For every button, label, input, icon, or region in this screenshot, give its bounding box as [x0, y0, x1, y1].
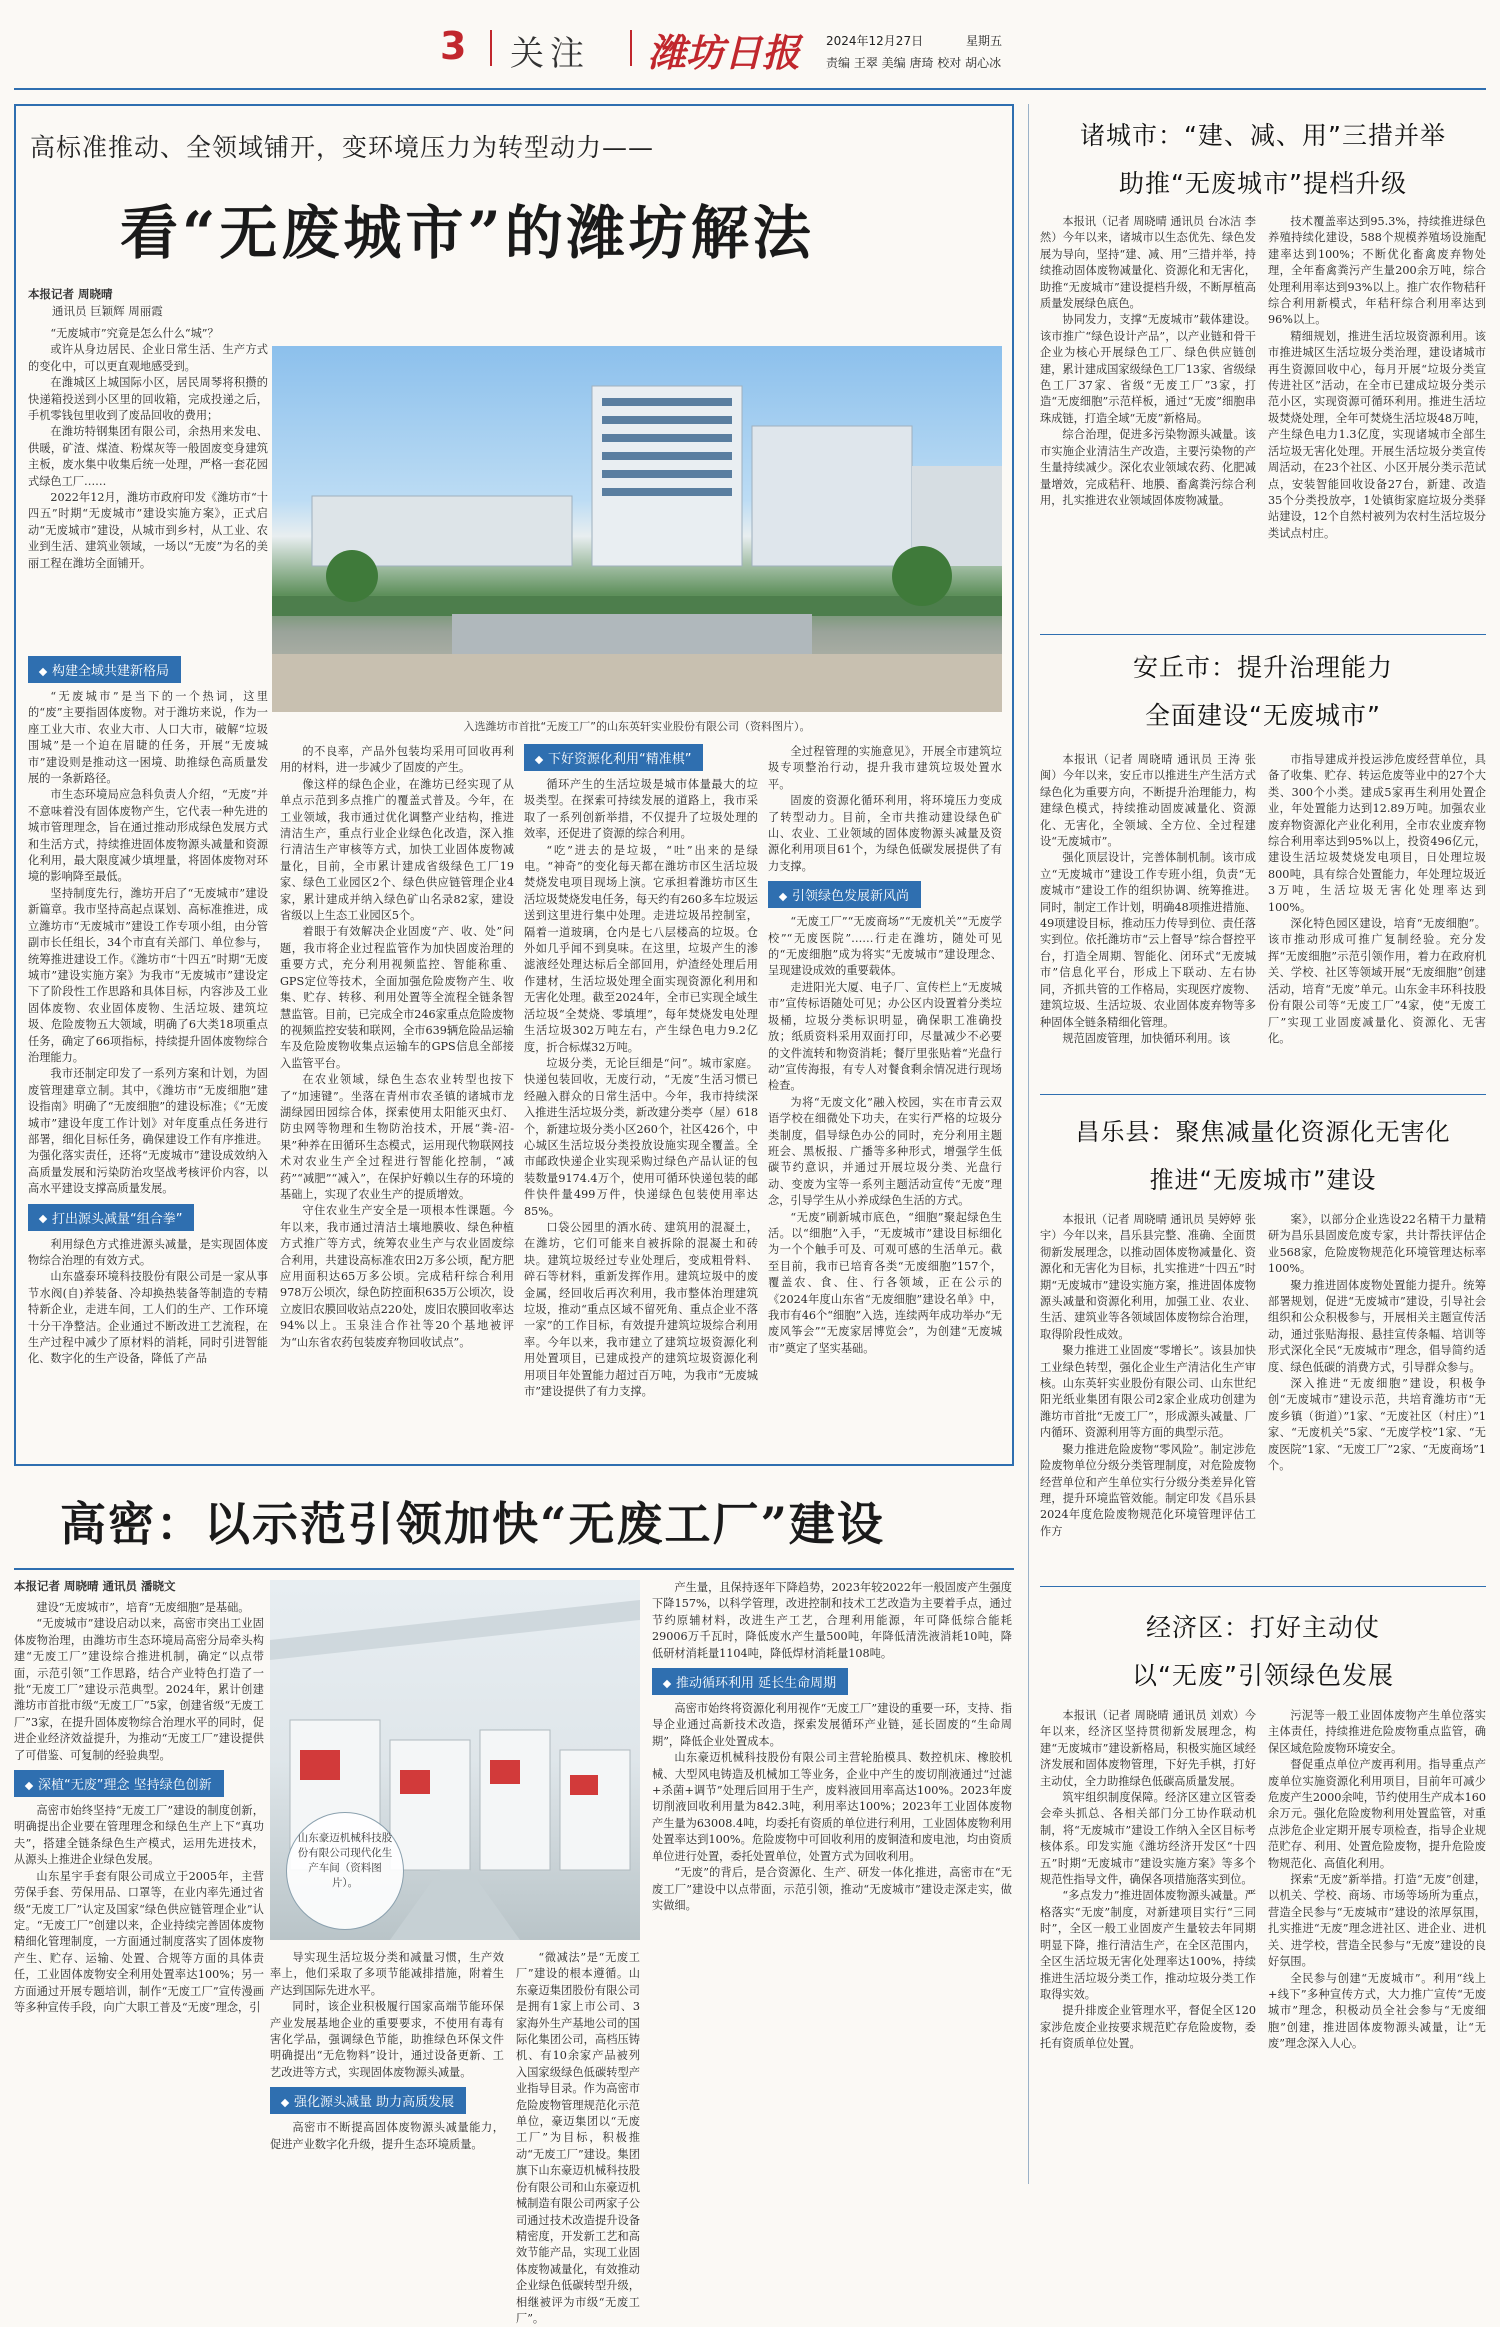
subhead-resource-use: 下好资源化利用“精准棋”: [524, 744, 703, 771]
byline-reporter: 本报记者 周晓晴: [28, 287, 113, 301]
intro-paragraph: 在潍坊特钢集团有限公司，余热用来发电、供暖，矿渣、煤渣、粉煤灰等一般固废变身建筑主板，废水集中收集后统一处理，严格一套花园式绿色工厂……: [28, 425, 268, 488]
col2-paragraph: 像这样的绿色企业，在潍坊已经实现了从单点示范到多点推广的覆盖式普及。今年，在工业领域，我市通过优化调整产业结构，推进清洁生产，重点行业企业绿色化改造，深入推行清洁生产审核等方式，加快工业固体废物减量化，目前，全市累计建成省级绿色工厂19家、绿色工业园区2个、绿色供应链管理企业4家，累计建成并纳入绿色矿山名录82家，建设省级以上生态工业园区5个。: [280, 777, 514, 923]
gaomi-paragraph: 山东星宇手套有限公司成立于2005年，主营劳保手套、劳保用品、口罩等，在业内率先通过省级“无废工厂”认定及国家“绿色供应链管理企业”认定。“无废工厂”创建以来，企业持续完善固体废物精细化管理制度，一方面通过制度落实了固体废物产生、贮存、运输、处置、合规等方面的具体责任，工业固体废物安全利用处置率达100%；另一方面通过开展专题培训，制作“无废工厂”宣传漫画等多种宣传手段，向广大职工普及“无废”理念，引: [14, 1869, 264, 2014]
col3-paragraph: “吃”进去的是垃圾，“吐”出来的是绿电。“神奇”的变化每天都在潍坊市区生活垃圾焚烧发电项目现场上演。它承担着潍坊市区生活垃圾焚烧发电任务，每天约有260多车垃圾运送到这里进行集中处理。走进垃圾吊控制室，隔着一道玻璃，仓内是七八层楼高的垃圾。仓外如几乎闻不到臭味。在这里，垃圾产生的渗滤液经处理达标后全部回用，炉渣经处理后用作建材，生活垃圾处理全面实现资源化利用和无害化处理。截至2024年，全市已实现全域生活垃圾“全焚烧、零填埋”，每年焚烧发电处理生活垃圾302万吨左右，产生绿色电力9.2亿度，折合标煤32万吨。: [524, 843, 758, 1054]
col2-paragraph: 着眼于有效解决企业固废“产、收、处”问题，我市将企业过程监管作为加快固废治理的重要方式，充分利用视频监控、智能称重、GPS定位等技术，全面加强危险废物产生、收集、贮存、转移、利用处置等全流程全链条智慧监管。目前，已完成全市246家重点危险废物的视频监控安装和联网，全市639辆危险品运输车及危险废物收集点运输车的GPS信息全部接入监管平台。: [280, 925, 514, 1070]
gaomi-photo-caption-box: [286, 1812, 404, 1930]
anqiu-title-2: 全面建设“无废城市”: [1145, 701, 1381, 730]
anqiu-col1: [1040, 752, 1256, 1102]
section1-paragraph: “无废城市”是当下的一个热词，这里的“废”主要指固体废物。对于潍坊来说，作为一座工业大市、农业大市、人口大市，破解“垃圾围城”是一个迫在眉睫的任务，开展“无废城市”建设则是推动这一困境、助推绿色高质量发展的一条新路径。: [28, 690, 268, 786]
main-col4: [768, 744, 1002, 1450]
gaomi-paragraph: 同时，该企业积极履行国家高端节能环保产业发展基地企业的重要要求，不使用有毒有害化学品，强调绿色节能，助推绿色环保文件明确提出“无危物料”设计，通过设备更新、工艺改进等方式，实现固体废物源头减量。: [270, 2000, 504, 2079]
anqiu-title-1: 安丘市：提升治理能力: [1132, 653, 1393, 682]
zhucheng-title-2: 助推“无废城市”提档升级: [1119, 169, 1407, 198]
gaomi-paragraph: 导实现生活垃圾分类和减量习惯，生产效率上，他们采取了多项节能减排措施，附着生产达到国际先进水平。: [270, 1951, 504, 1997]
gaomi-byline: 本报记者 周晓晴 通讯员 潘晓文: [14, 1579, 176, 1593]
gaomi-col3: [516, 1950, 640, 2325]
jingji-paragraph: “多点发力”推进固体废物源头减量。严格落实“无废”制度，对新建项目实行“三同时”，全区一般工业固废产生量较去年同期明显下降，推行清洁生产，在全区范围内，全区生活垃圾无害化处理率达100%，持续推进生活垃圾分类工作，推动垃圾分类工作取得实效。: [1040, 1889, 1256, 2001]
col4-paragraph: 为将“无废文化”融入校园，实在市青云双语学校在细微处下功夫，在实行严格的垃圾分类制度，倡导绿色办公的同时，充分利用主题班会、黑板报、广播等多种形式，增强学生低碳节约意识，并通过开展垃圾分类、光盘行动、变废为宝等一系列主题活动宣传“无废”理念，引导学生从小养成绿色生活的方式。: [768, 1095, 1002, 1208]
gaomi-paragraph: 产生量，且保持逐年下降趋势，2023年较2022年一般固废产生强度下降157%，以科学管理，改进控制和技术工艺改造为主要着手点，通过节约原辅材料，改进生产工艺，合理利用能源，年可降低综合能耗29006万千瓦时，降低废水产生量500吨，年降低清洗液消耗10吨，降低研材消耗量1104吨，降低焊材消耗量108吨。: [652, 1581, 1012, 1660]
jingji-title-1: 经济区：打好主动仗: [1145, 1613, 1380, 1642]
header-divider-2: [630, 30, 632, 66]
changle-paragraph: 聚力推进固体废物处置能力提升。统筹部署规划，促进“无废城市”建设，引导社会组织和公众积极参与，开展相关主题宣传活动，通过张贴海报、悬挂宣传条幅、培训等形式深化全民“无废城市”理念，倡导简约适度、绿色低碳的消费方式，引导群众参与。: [1268, 1278, 1486, 1374]
factory-illustration: [272, 346, 1002, 712]
gaomi-col2b-body: [270, 2120, 504, 2153]
anqiu-paragraph: 市指导建成并投运涉危废经营单位，具备了收集、贮存、转运危废等业中的27个大类、300个小类。建成5家再生利用处置企业，年处置能力达到12.89万吨。加强农业废弃物资源化产业化利用，全市农业废弃物综合利用率达到95%以上，投资496亿元，建设生活垃圾焚烧发电项目，日处理垃圾800吨，具有综合处置能力，年处理垃圾近3万吨，生活垃圾无害化处理率达到100%。: [1268, 753, 1486, 914]
changle-paragraph: 深入推进“无废细胞”建设，积极争创“无废城市”建设示范，共培育潍坊市“无废乡镇（街道）”1家、“无废社区（村庄）”1家、“无废机关”5家、“无废学校”1家、“无废医院”1家、“无废工厂”2家、“无废商场”1个。: [1268, 1377, 1486, 1473]
anqiu-paragraph: 强化顶层设计，完善体制机制。该市成立“无废城市”建设工作专班小组，负责“无废城市”建设工作的组织协调、统筹推进。同时，制定工作计划，明确48项推进措施、49项建设目标，推动压力传导到位、责任落实到位。依托潍坊市“云上督导”综合督控平台，打造全周期、智能化、闭环式“无废城市”信息化平台，形成上下联动、左右协同，齐抓共管的工作格局，实现医疗废物、建筑垃圾、生活垃圾、农业固体废弃物等多种固体全链条精细化管理。: [1040, 851, 1256, 1029]
jingji-paragraph: 探索“无废”新举措。打造“无废”创建，以机关、学校、商场、市场等场所为重点，营造全民参与“无废城市”建设的浓厚氛围，扎实推进“无废”理念进社区、进企业、进机关、进学校，营造全民参与“无废”建设的良好氛围。: [1268, 1873, 1486, 1969]
section2-paragraph: 山东盛泰环境科技股份有限公司是一家从事节水阀(自)养装备、冷却换热装备等制造的专精特新企业，走进车间，工人们的生产、工作环境十分干净整洁。企业通过不断改进工艺流程，在生产过程中减少了原材料的消耗，同时引进智能化、数字化的生产设备，降低了产品: [28, 1270, 268, 1366]
jingji-paragraph: 筑牢组织制度保障。经济区建立区管委会牵头抓总、各相关部门分工协作联动机制，将“无废城市”建设工作纳入全区目标考核体系。印发实施《潍坊经济开发区“十四五”时期“无废城市”建设实施方案》等多个规范性指导文件，确保各项措施落实到位。: [1040, 1791, 1256, 1887]
gaomi-col4: [652, 1580, 1012, 2184]
main-col2: [280, 744, 514, 1450]
zhucheng-col2: [1268, 214, 1486, 644]
header-divider: [490, 30, 492, 66]
intro-paragraph: “无废城市”究竟是怎么什么“城”？: [50, 327, 219, 340]
section-name: 关注: [510, 34, 590, 74]
changle-paragraph: 案》，以部分企业选设22名精干力量精研为昌乐县固废危废专家，共计帮扶评估企业568家，危险废物规范化环境管理达标率100%。: [1268, 1213, 1486, 1276]
gaomi-col4b-body: [652, 1701, 1012, 1914]
changle-title-2: 推进“无废城市”建设: [1149, 1166, 1377, 1194]
gaomi-paragraph: 高密市不断提高固体废物源头减量能力，促进产业数字化升级，提升生态环境质量。: [270, 2121, 504, 2151]
section1-body: [28, 689, 268, 1198]
right-rule-3: [1040, 1586, 1486, 1587]
zhucheng-paragraph: 技术覆盖率达到95.3%，持续推进绿色养殖持续化建设，588个规模养殖场设施配建率达到100%；不断优化畜禽废弃物处理，全年畜禽粪污产生量200余万吨，综合处理利用率达到93%以上。推广农作物秸秆综合利用新模式，年秸秆综合利用率达到96%以上。: [1268, 215, 1486, 327]
main-col3: [524, 744, 758, 1450]
gaomi-paragraph: 建设“无废城市”，培育“无废细胞”是基础。: [36, 1601, 250, 1614]
col4-paragraph: “无废”刷新城市底色，“细胞”聚起绿色生活。以“细胞”入手，“无废城市”建设目标细化为一个个触手可及、可观可感的生活单元。截至目前，我市已培育各类“无废细胞”157个，覆盖农、食、住、行各领域，正在公示的《2024年度山东省“无废细胞”建设名单》中，我市有46个“细胞”入选，连续两年成功举办“无废风筝会”“无废家居博览会”，为创建“无废城市”奠定了坚实基础。: [768, 1210, 1002, 1355]
zhucheng-title-1: 诸城市：“建、减、用”三措并举: [1080, 121, 1446, 150]
subhead-source-reduction: 打出源头减量“组合拳”: [28, 1204, 194, 1231]
jingji-col1: [1040, 1708, 1256, 2184]
col4-body: [768, 914, 1002, 1357]
anqiu-col2: [1268, 752, 1486, 1102]
section1-paragraph: 市生态环境局应急科负责人介绍，“无废”并不意味着没有固体废物产生，它代表一种先进的城市管理理念，旨在通过推动形成绿色发展方式和生活方式，持续推进固体废物源头减量和资源化利用，最大限度减少填埋量，将固体废物对环境的影响降至最低。: [28, 788, 268, 884]
subhead-green-trend: 引领绿色发展新风尚: [768, 881, 921, 908]
col4-paragraph: “无废工厂”“无废商场”“无废机关”“无废学校”“无废医院”……行走在潍坊，随处可见的“无废细胞”成为将实“无废城市”建设理念、呈现建设成效的重要载体。: [768, 915, 1002, 978]
section1-paragraph: 我市还制定印发了一系列方案和计划，为固废管理建章立制。其中，《潍坊市“无废细胞”建设指南》明确了“无废细胞”的建设标准；《“无废城市”建设年度工作计划》对年度重点任务进行部署，细化目标任务，确保建设工作有序推进。为强化落实责任，还将“无废城市”建设成效纳入高质量发展和污染防治攻坚战考核评价内容，以高水平建设支撑高质量发展。: [28, 1067, 268, 1196]
gaomi-paragraph: “无废”的背后，是合资源化、生产、研发一体化推进，高密市在“无废工厂”建设中以点带面，示范引领，推动“无废城市”建设走深走实，做实做细。: [652, 1866, 1012, 1912]
gaomi-subhead-recycle: 推动循环利用 延长生命周期: [652, 1668, 848, 1695]
changle-col1: [1040, 1212, 1256, 1578]
intro-paragraph: 或许从身边居民、企业日常生活、生产方式的变化中，可以更直观地感受到。: [28, 343, 268, 373]
jingji-paragraph: 本报讯（记者 周晓晴 通讯员 刘欢）今年以来，经济区坚持贯彻新发展理念，构建“无废城市”建设新格局，积极实施区域经济发展和固体废物管理，下好先手棋，打好主动仗，全力助推绿色低碳高质量发展。: [1040, 1709, 1256, 1788]
jingji-title-2: 以“无废”引领绿色发展: [1132, 1661, 1394, 1690]
gaomi-paragraph: 高密市始终将资源化利用视作“无废工厂”建设的重要一环，支持、指导企业通过高新技术改造，探索发展循环产业链，延长固废的“生命周期”，降低企业处置成本。: [652, 1702, 1012, 1748]
main-headline: 看“无废城市”的潍坊解法: [120, 199, 815, 267]
gaomi-col2-body: [270, 1950, 504, 2081]
gaomi-col1: [14, 1600, 264, 2184]
gaomi-rule: [14, 1568, 1014, 1570]
zhucheng-paragraph: 精细规划，推进生活垃圾资源利用。该市推进城区生活垃圾分类治理，建设诸城市再生资源回收中心，每月开展“垃圾分类宣传进社区”活动，在全市已建成垃圾分类示范小区，实现资源可循环利用。推进生活垃圾焚烧处理，全年可焚烧生活垃圾48万吨，产生绿色电力1.3亿度，实现诸城市全部生活垃圾无害化处理。开展生活垃圾分类宣传周活动，在23个社区、小区开展分类示范试点，安装智能回收设备27台，新建、改造35个分类投放亭，1处镇街家庭垃圾分类驿站建设，12个自然村被列为农村生活垃圾分类试点村庄。: [1268, 329, 1486, 540]
anqiu-paragraph: 本报讯（记者 周晓晴 通讯员 王涛 张闽）今年以来，安丘市以推进生产生活方式绿色化为重要方向，不断提升治理能力，构建绿色模式，持续推动固废减量化、资源化、无害化，全领域、全方位、全过程建设“无废城市”。: [1040, 753, 1256, 849]
zhucheng-paragraph: 协同发力，支撑“无废城市”载体建设。该市推广“绿色设计产品”，以产业链和骨干企业为核心开展绿色工厂、绿色供应链创建，累计建成国家级绿色工厂13家、省级绿色工厂37家、省级“无废工厂”3家，打造“无废细胞”示范样板，通过“无废”细胞串珠成链，打造全域“无废”新格局。: [1040, 313, 1256, 425]
zhucheng-paragraph: 本报讯（记者 周晓晴 通讯员 台冰洁 李然）今年以来，诸城市以生态优先、绿色发展为导向，坚持“建、减、用”三措并举，持续推动固体废物减量化、资源化和无害化，助推“无废城市”建设提档升级，不断厚植高质量发展绿色底色。: [1040, 215, 1256, 311]
gaomi-headline: 高密：以示范引领加快“无废工厂”建设: [60, 1497, 885, 1551]
main-intro: [28, 326, 268, 648]
gaomi-paragraph: 山东豪迈机械科技股份有限公司主营轮胎模具、数控机床、橡胶机械、大型风电铸造及机械加工等业务，企业中产生的废切削液通过“过滤+杀菌+调节”处理后回用于生产，废料液回用率高达100%。2023年废切削液回收利用量为842.3吨，利用率达100%；2023年工业固体废物产生量为63008.4吨，均委托有资质的单位进行利用，工业固体废物利用处置率达到100%。危险废物中可回收利用的废铜渣和废电池，均由资质单位进行处置，委托处置单位，处置方式为回收利用。: [652, 1751, 1012, 1863]
col2-paragraph: 守住农业生产安全是一项根本性课题。今年以来，我市通过清洁土壤地膜收、绿色种植方式推广等方式，统筹农业生产与农业固废综合利用，共建设高标准农田2万多公顷，配方肥应用面积达65万多公顷。完成秸秆综合利用978万公顷次，绿色防控面积635万公顷次，设立废旧农膜回收站点220处，废旧农膜回收率达94%以上。玉泉洼合作社等20个基地被评为“山东省农药包装废弃物回收试点”。: [280, 1204, 514, 1349]
col3-paragraph: 垃圾分类，无论巨细是“问”。城市家庭。快递包装回收，无废行动，“无废”生活习惯已经融入群众的日常生活中。今年，我市持续深入推进生活垃圾分类，新改建分类亭（屋）618个，新建垃圾分类小区260个，社区426个，中心城区生活垃圾分类投放设施实现全覆盖。全市邮政快递企业实现采购过绿色产品认证的包装数量9174.4万个，使用可循环快递包装的邮件快件量499万件，快递绿色包装使用率达85%。: [524, 1056, 758, 1218]
right-rule-2: [1040, 1094, 1486, 1095]
gaomi-paragraph: 高密市始终坚持“无废工厂”建设的制度创新，明确提出企业要在管理理念和绿色生产上下“真功夫”，搭建全链条绿色生产模式，运用先进技术，从源头上推进企业绿色发展。: [14, 1804, 264, 1867]
col4-paragraph: 走进阳光大厦、电子厂、宣传栏上“无废城市”宣传标语随处可见；办公区内设置着分类垃圾桶，垃圾分类标识明显，确保职工准确投放；纸质资料采用双面打印，尽量减少不必要的文件流转和物资消耗；餐厅里张贴着“光盘行动”宣传海报，有专人对餐食剩余情况进行现场检查。: [768, 980, 1002, 1093]
jingji-paragraph: 提升排废企业管理水平，督促全区120家涉危废企业按要求规范贮存危险废物，委托有资质单位处置。: [1040, 2004, 1256, 2051]
changle-paragraph: 聚力推进危险废物“零风险”。制定涉危险废物单位分级分类管理制度，对危险废物经营单位和产生单位实行分级分类差异化管理，提升环境监管效能。制定印发《昌乐县2024年度危险废物规范化环境管理评估工作方: [1040, 1442, 1256, 1538]
anqiu-paragraph: 深化特色园区建设，培育“无废细胞”。该市推动形成可推广复制经验。充分发挥“无废细胞”示范引领作用，着力在政府机关、学校、社区等领域开展“无废细胞”创建活动，培育“无废”单元。山东金丰环科技股份有限公司等“无废工厂”4家，使“无废工厂”实现工业固废减量化、资源化、无害化。: [1268, 917, 1486, 1045]
section2-body: [28, 1237, 268, 1368]
paper-logo: 潍坊日报: [648, 30, 801, 75]
changle-col2: [1268, 1212, 1486, 1578]
main-col1-lower: [28, 650, 268, 1450]
section2-paragraph: 利用绿色方式推进源头减量，是实现固体废物综合治理的有效方式。: [28, 1237, 268, 1267]
intro-paragraph: 2022年12月，潍坊市政府印发《潍坊市“十四五”时期“无废城市”建设实施方案》，正式启动“无废城市”建设，从城市到乡村，从工业、农业到生活、建筑业领域，一场以“无废”为名的美丽工程在潍坊全面铺开。: [28, 491, 268, 570]
col4-paragraph: 全过程管理的实施意见》，开展全市建筑垃圾专项整治行动，提升我市建筑垃圾处置水平。: [768, 745, 1002, 791]
editor-credits: 责编 王翠 美编 唐琦 校对 胡心冰: [826, 56, 1002, 70]
anqiu-paragraph: 规范固废管理，加快循环利用。该: [1062, 1031, 1231, 1045]
subhead-build-pattern: 构建全域共建新格局: [28, 656, 181, 683]
gaomi-col1b-body: [14, 1803, 264, 2016]
col2-paragraph: 在农业领域，绿色生态农业转型也按下了“加速键”。坐落在青州市农圣镇的诸城市龙湖绿园田园综合体，探索使用太阳能灭虫灯、防虫网等物理和生物防治技术，开展“粪-沼-果”种养在田循环生态模式，运用现代物联网技术对农业生产全过程进行智能化控制，“减药”“减肥”“减入”，在保护好赖以生存的环境的基础上，实现了农业生产的提质增效。: [280, 1073, 514, 1201]
gaomi-col2: [270, 1950, 504, 2184]
right-column-divider: [1028, 104, 1029, 2184]
gaomi-col4-body: [652, 1580, 1012, 1662]
header-rule: [14, 88, 1486, 90]
gaomi-col1-body: [14, 1600, 264, 1764]
gaomi-paragraph: “无废城市”建设启动以来，高密市突出工业固体废物治理，由潍坊市生态环境局高密分局牵头构建“无废工厂”建设综合推进机制，确定“以点带面，示范引领”工作思路，结合产业特色打造了一批“无废工厂”建设示范典型。2024年，累计创建潍坊市首批市级“无废工厂”5家，创建省级“无废工厂”3家，在提升固体废物综合治理水平的同时，促进企业经济效益提升，为推动“无废工厂”建设提供了可借鉴、可复制的经验典型。: [14, 1617, 264, 1762]
section1-paragraph: 坚持制度先行，潍坊开启了“无废城市”建设新篇章。我市坚持高起点谋划、高标准推进，成立潍坊市“无废城市”建设工作专项小组，由分管副市长任组长，34个市直有关部门、单位参与，统筹推进建设工作。《潍坊市“十四五”时期“无废城市”建设实施方案》为我市“无废城市”建设定下了阶段性工作思路和具体目标，内容涉及工业固体废物、农业固体废物、生活垃圾、建筑垃圾、危险废物五大领域，明确了6大类18项重点任务，确定了66项指标，持续提升固体废物综合治理能力。: [28, 886, 268, 1064]
page-number: 3: [440, 24, 467, 68]
zhucheng-paragraph: 综合治理，促进多污染物源头减量。该市实施企业清洁生产改造，主要污染物的产生量持续减少。深化农业领域农药、化肥减量增效，完成秸秆、地膜、畜禽粪污综合利用，扎实推进农业领域固体废物减量。: [1040, 428, 1256, 507]
zhucheng-col1: [1040, 214, 1256, 644]
col2-paragraph: 的不良率，产品外包装均采用可回收再利用的材料，进一步减少了固废的产生。: [280, 745, 514, 775]
gaomi-paragraph: “微减法”是“无废工厂”建设的根本遵循。山东豪迈集团股份有限公司是拥有1家上市公司、3家海外生产基地公司的国际化集团公司，高档压铸机、有10余家产品被列入国家级绿色低碳转型产业指导目录。作为高密市危险废物管理规范化示范单位，豪迈集团以“无废工厂”为目标，积极推动“无废工厂”建设。集团旗下山东豪迈机械科技股份有限公司和山东豪迈机械制造有限公司两家子公司通过技术改造提升设备精密度，开发新工艺和高效节能产品，实现工业固体废物减量化，有效推动企业绿色低碳转型升级，相继被评为市级“无废工厂”。: [516, 1951, 640, 2325]
jingji-col2: [1268, 1708, 1486, 2184]
main-kicker: 高标准推动、全领域铺开，变环境压力为转型动力——: [30, 133, 655, 162]
right-rule-1: [1040, 634, 1486, 635]
gaomi-subhead-reduction: 强化源头减量 助力高质发展: [270, 2087, 466, 2114]
col3-paragraph: 循环产生的生活垃圾是城市体量最大的垃圾类型。在探索可持续发展的道路上，我市采取了一系列创新举措，不仅提升了垃圾处理的效率，还促进了资源的综合利用。: [524, 778, 758, 841]
changle-paragraph: 本报讯（记者 周晓晴 通讯员 吴婷婷 张宇）今年以来，昌乐县完整、准确、全面贯彻新发展理念，以推动固体废物减量化、资源化和无害化为目标，扎实推进“十四五”时期“无废城市”建设实施方案，推进固体废物源头减量和资源化利用，加强工业、农业、生活、建筑业等各领域固体废物综合治理，取得阶段性成效。: [1040, 1213, 1256, 1341]
col4-top-body: [768, 744, 1002, 875]
issue-weekday: 星期五: [966, 34, 1003, 48]
gaomi-photo-caption: 山东豪迈机械科技股份有限公司现代化生产车间（资料图片）。: [297, 1832, 393, 1889]
page-header: [0, 0, 1500, 90]
byline-correspondent: 通讯员 巨颖辉 周丽霞: [52, 304, 163, 318]
col3-paragraph: 口袋公园里的酒水砖、建筑用的混凝土，在潍坊，它们可能来自被拆除的混凝土和砖块。建筑垃圾经过专业处理后，变成粗骨料、碎石等材料，重新发挥作用。建筑垃圾中的废金属，经回收后再次利用，我市整体治理建筑垃圾，推动“重点区域不留死角、重点企业不落一家”的工作目标，有效提升建筑垃圾综合利用率。今年以来，我市建立了建筑垃圾资源化利用处置项目，已建成投产的建筑垃圾资源化利用项目年处置能力超过百万吨，为我市“无废城市”建设提供了有力支撑。: [524, 1220, 758, 1399]
jingji-paragraph: 全民参与创建“无废城市”。利用“线上+线下”多种宣传方式，大力推广宣传“无废城市”理念，积极动员全社会参与“无废细胞”创建，推进固体废物源头减量，让“无废”理念深入人心。: [1268, 1971, 1486, 2051]
changle-paragraph: 聚力推进工业固废“零增长”。该县加快工业绿色转型，强化企业生产清洁化生产审核。山东英轩实业股份有限公司、山东世纪阳光纸业集团有限公司2家企业成功创建为潍坊市首批“无废工厂”，形成源头减量、厂内循环、资源利用等方面的典型示范。: [1040, 1344, 1256, 1440]
main-byline: [28, 286, 268, 320]
jingji-paragraph: 污泥等一般工业固体废物产生单位落实主体责任，持续推进危险废物重点监管，确保区域危险废物环境安全。: [1268, 1709, 1486, 1755]
intro-paragraph: 在潍城区上城国际小区，居民周琴将积攒的快递箱投送到小区里的回收箱，完成投递之后，手机零钱包里收到了废品回收的费用；: [28, 376, 268, 423]
issue-date: 2024年12月27日: [826, 34, 924, 48]
col4-paragraph: 固废的资源化循环利用，将环境压力变成了转型动力。目前，全市共推动建设绿色矿山、农业、工业领域的固体废物源头减量及资源化利用项目61个，为绿色低碳发展提供了有力支撑。: [768, 794, 1002, 873]
main-photo-factory: [272, 346, 1002, 712]
col3-body: [524, 777, 758, 1400]
changle-title-1: 昌乐县：聚焦减量化资源化无害化: [1075, 1118, 1451, 1146]
gaomi-subhead-green: 深植“无废”理念 坚持绿色创新: [14, 1770, 224, 1797]
jingji-paragraph: 督促重点单位产废再利用。指导重点产废单位实施资源化利用项目，目前年可减少危废产生2000余吨，节约使用生产成本160余万元。强化危险废物利用处置监管，对重点涉危企业定期开展专项检查，指导企业规范贮存、利用、处置危险废物，提升危险废物规范化、高值化利用。: [1268, 1758, 1486, 1870]
main-photo-caption: 入选潍坊市首批“无废工厂”的山东英轩实业股份有限公司（资料图片）。: [463, 720, 811, 733]
